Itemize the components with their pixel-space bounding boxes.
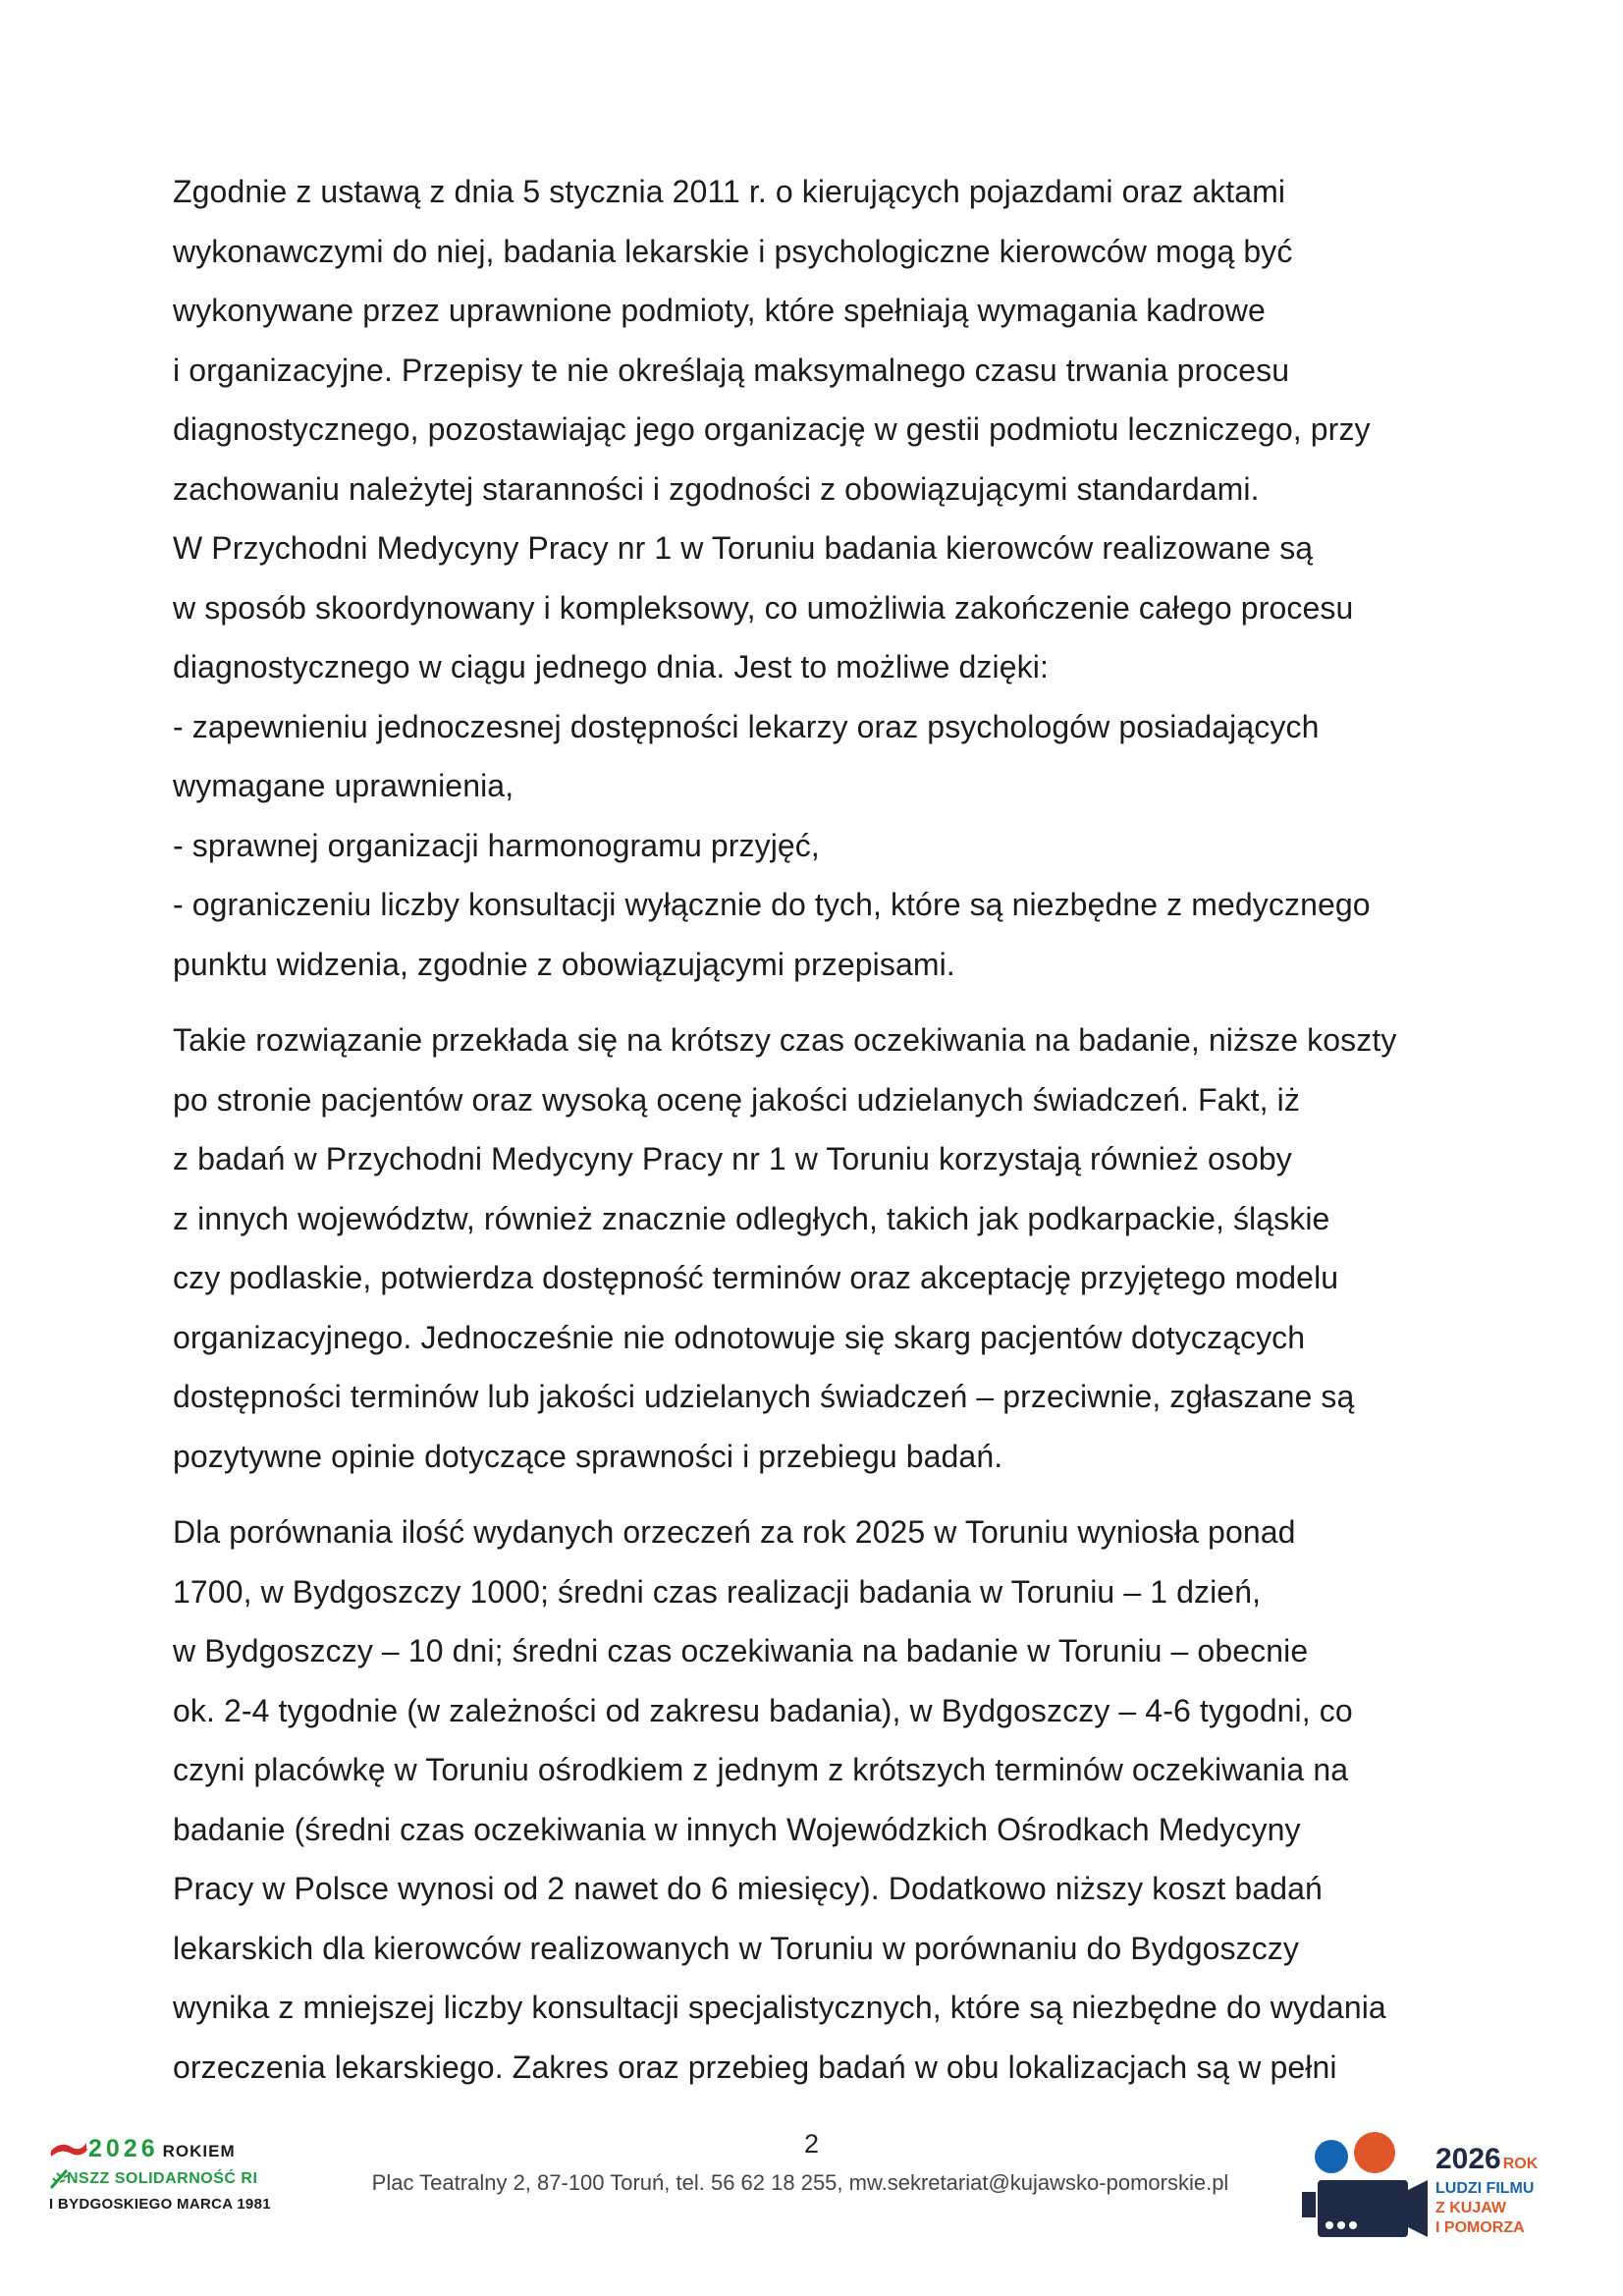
text-line: w sposób skoordynowany i kompleksowy, co umożliwia zakończenie całego procesu [173, 589, 1354, 626]
text-line: w Bydgoszczy – 10 dni; średni czas oczekiwania na badanie w Toruniu – obecnie [173, 1633, 1309, 1668]
text-line: ok. 2-4 tygodnie (w zależności od zakresu badania), w Bydgoszczy – 4-6 tygodni, co [173, 1692, 1353, 1728]
text-line: W Przychodni Medycyny Pracy nr 1 w Toruniu badania kierowców realizowane są [173, 530, 1314, 566]
logo-right-line2: Z KUJAW [1435, 2200, 1506, 2216]
logo-right-line3: I POMORZA [1435, 2219, 1525, 2236]
text-line: dostępności terminów lub jakości udzielanych świadczeń – przeciwnie, zgłaszane są [173, 1379, 1355, 1414]
text-line: organizacyjnego. Jednocześnie nie odnotowuje się skarg pacjentów dotyczących [173, 1319, 1306, 1355]
text-line: - zapewnieniu jednoczesnej dostępności lekarzy oraz psychologów posiadających [173, 708, 1320, 744]
paragraph-gap [173, 1486, 1439, 1503]
text-line: czy podlaskie, potwierdza dostępność terminów oraz akceptację przyjętego modelu [173, 1260, 1339, 1295]
logo-left-year: 2026 [88, 2135, 159, 2162]
text-line: i organizacyjne. Przepisy te nie określają maksymalnego czasu trwania procesu [173, 352, 1290, 388]
text-line: Takie rozwiązanie przekłada się na krótszy czas oczekiwania na badanie, niższe koszty [173, 1022, 1397, 1058]
text-line: - ograniczeniu liczby konsultacji wyłącznie do tych, które są niezbędne z medycznego [173, 887, 1371, 922]
text-line: diagnostycznego, pozostawiając jego organizację w gestii podmiotu leczniczego, przy [173, 411, 1371, 447]
logo-right-rok: ROK [1502, 2156, 1539, 2172]
text-line: wymagane uprawnienia, [173, 768, 514, 803]
logo-right-line1: LUDZI FILMU [1435, 2180, 1535, 2197]
text-line: - sprawnej organizacji harmonogramu przyjęć, [173, 827, 820, 863]
text-line: 1700, w Bydgoszczy 1000; średni czas realizacji badania w Toruniu – 1 dzień, [173, 1573, 1262, 1610]
page-number: 2 [803, 2129, 820, 2159]
footer-address: Plac Teatralny 2, 87-100 Toruń, tel. 56 62 18 255, mw.sekretariat@kujawsko-pomorskie.pl [371, 2170, 1229, 2195]
text-line: orzeczenia lekarskiego. Zakres oraz przebieg badań w obu lokalizacjach są w pełni [173, 2049, 1337, 2085]
text-line: punktu widzenia, zgodnie z obowiązującymi przepisami. [173, 946, 955, 982]
text-line: wykonawczymi do niej, badania lekarskie i psychologiczne kierowców mogą być [173, 233, 1293, 269]
text-line: diagnostycznego w ciągu jednego dnia. Jest to możliwe dzięki: [173, 649, 1049, 684]
logo-right-year: 2026 [1435, 2143, 1501, 2175]
text-line: pozytywne opinie dotyczące sprawności i przebiegu badań. [173, 1438, 1003, 1474]
logo-left-rokiem: ROKIEM [162, 2142, 236, 2160]
text-line: lekarskich dla kierowców realizowanych w Toruniu w porównaniu do Bydgoszczy [173, 1930, 1299, 1966]
text-line: z badań w Przychodni Medycyny Pracy nr 1 w Toruniu korzystają również osoby [173, 1141, 1292, 1176]
text-line: Pracy w Polsce wynosi od 2 nawet do 6 miesięcy). Dodatkowo niższy koszt badań [173, 1871, 1323, 1906]
text-line: Zgodnie z ustawą z dnia 5 stycznia 2011 r. o kierujących pojazdami oraz aktami [173, 174, 1286, 209]
text-line: badanie (średni czas oczekiwania w innych Wojewódzkich Ośrodkach Medycyny [173, 1811, 1301, 1847]
text-line: z innych województw, również znacznie odległych, takich jak podkarpackie, śląskie [173, 1200, 1330, 1236]
text-line: wynika z mniejszej liczby konsultacji specjalistycznych, które są niezbędne do wydania [173, 1990, 1386, 2025]
logo-left-line3: I BYDGOSKIEGO MARCA 1981 [49, 2196, 271, 2213]
text-line: Dla porównania ilość wydanych orzeczeń za rok 2025 w Toruniu wyniosła ponad [173, 1514, 1296, 1550]
logo-left-line2: NSZZ SOLIDARNOŚĆ RI [67, 2170, 258, 2187]
film-camera-icon [1296, 2131, 1434, 2249]
document-body [173, 162, 1439, 2097]
text-line: czyni placówkę w Toruniu ośrodkiem z jednym z krótszych terminów oczekiwania na [173, 1752, 1349, 1787]
text-line: po stronie pacjentów oraz wysoką ocenę jakości udzielanych świadczeń. Fakt, iż [173, 1081, 1300, 1118]
ludzi-filmu-2026-logo [1296, 2131, 1591, 2249]
text-line: wykonywane przez uprawnione podmioty, które spełniają wymagania kadrowe [173, 293, 1266, 328]
text-line: zachowaniu należytej staranności i zgodności z obowiązującymi standardami. [173, 470, 1260, 507]
paragraph-gap [173, 994, 1439, 1011]
